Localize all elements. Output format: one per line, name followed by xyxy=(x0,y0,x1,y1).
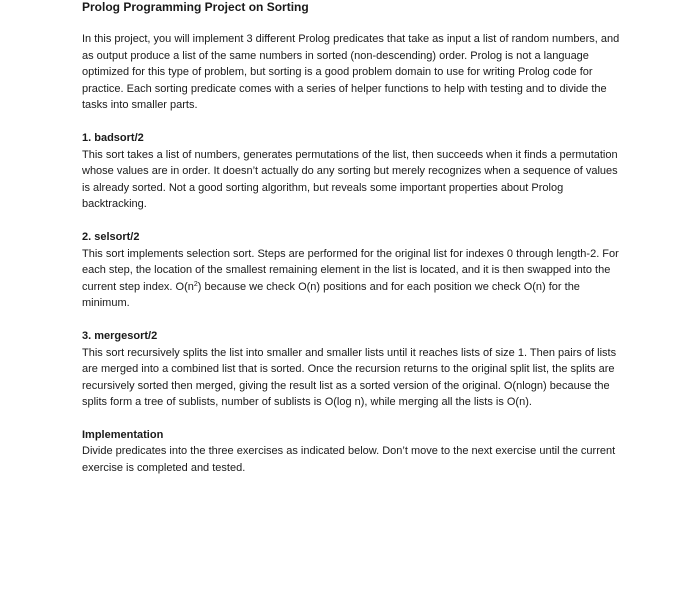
section-heading: Implementation xyxy=(82,428,164,441)
section-body: Divide predicates into the three exercises as indicated below. Don’t move to the next exercise until the current exercise is completed and tested. xyxy=(82,445,616,475)
section-heading: 3. mergesort/2 xyxy=(82,329,158,342)
section-heading: 1. badsort/2 xyxy=(82,131,144,144)
intro-paragraph: In this project, you will implement 3 different Prolog predicates that take as input a list of random numbers, and as output produce a list of the same numbers in sorted (non-descending) order. Prolog is not a language optimized for this type of problem, but sorting is a good problem domain to use for writing Prolog code for practice. Each sorting predicate comes with a series of helper functions to help with testing and to divide the tasks into smaller parts. xyxy=(82,33,620,112)
document-page xyxy=(82,0,622,477)
section-selsort xyxy=(82,229,622,312)
section-implementation xyxy=(82,427,622,477)
section-body: This sort takes a list of numbers, generates permutations of the list, then succeeds when it finds a permutation whose values are in order. It doesn’t actually do any sorting but merely recognizes when a sequence of values is already sorted. Not a good sorting algorithm, but reveals some important properties about Prolog backtracking. xyxy=(82,148,618,211)
section-body-text: This sort implements selection sort. Steps are performed for the original list for indexes 0 through length-2. For each step, the location of the smallest remaining element in the list is located, and it is then swapped into the current step index. O(n xyxy=(82,247,619,293)
section-mergesort xyxy=(82,328,622,411)
section-body xyxy=(82,246,622,312)
section-heading: 2. selsort/2 xyxy=(82,230,140,243)
section-body-text: ) because we check O(n) positions and for each position we check O(n) for the minimum. xyxy=(82,280,580,310)
section-body: This sort recursively splits the list into smaller and smaller lists until it reaches lists of size 1. Then pairs of lists are merged into a combined list that is sorted. Once the recursion returns to the original split list, the splits are recursively sorted then merged, giving the result list as a sorted version of the original. O(nlogn) because the splits form a tree of sublists, number of sublists is O(log n), while merging all the lists is O(n). xyxy=(82,346,617,409)
superscript-exponent: 2 xyxy=(193,280,198,288)
section-badsort xyxy=(82,130,622,213)
document-title: Prolog Programming Project on Sorting xyxy=(82,0,309,14)
